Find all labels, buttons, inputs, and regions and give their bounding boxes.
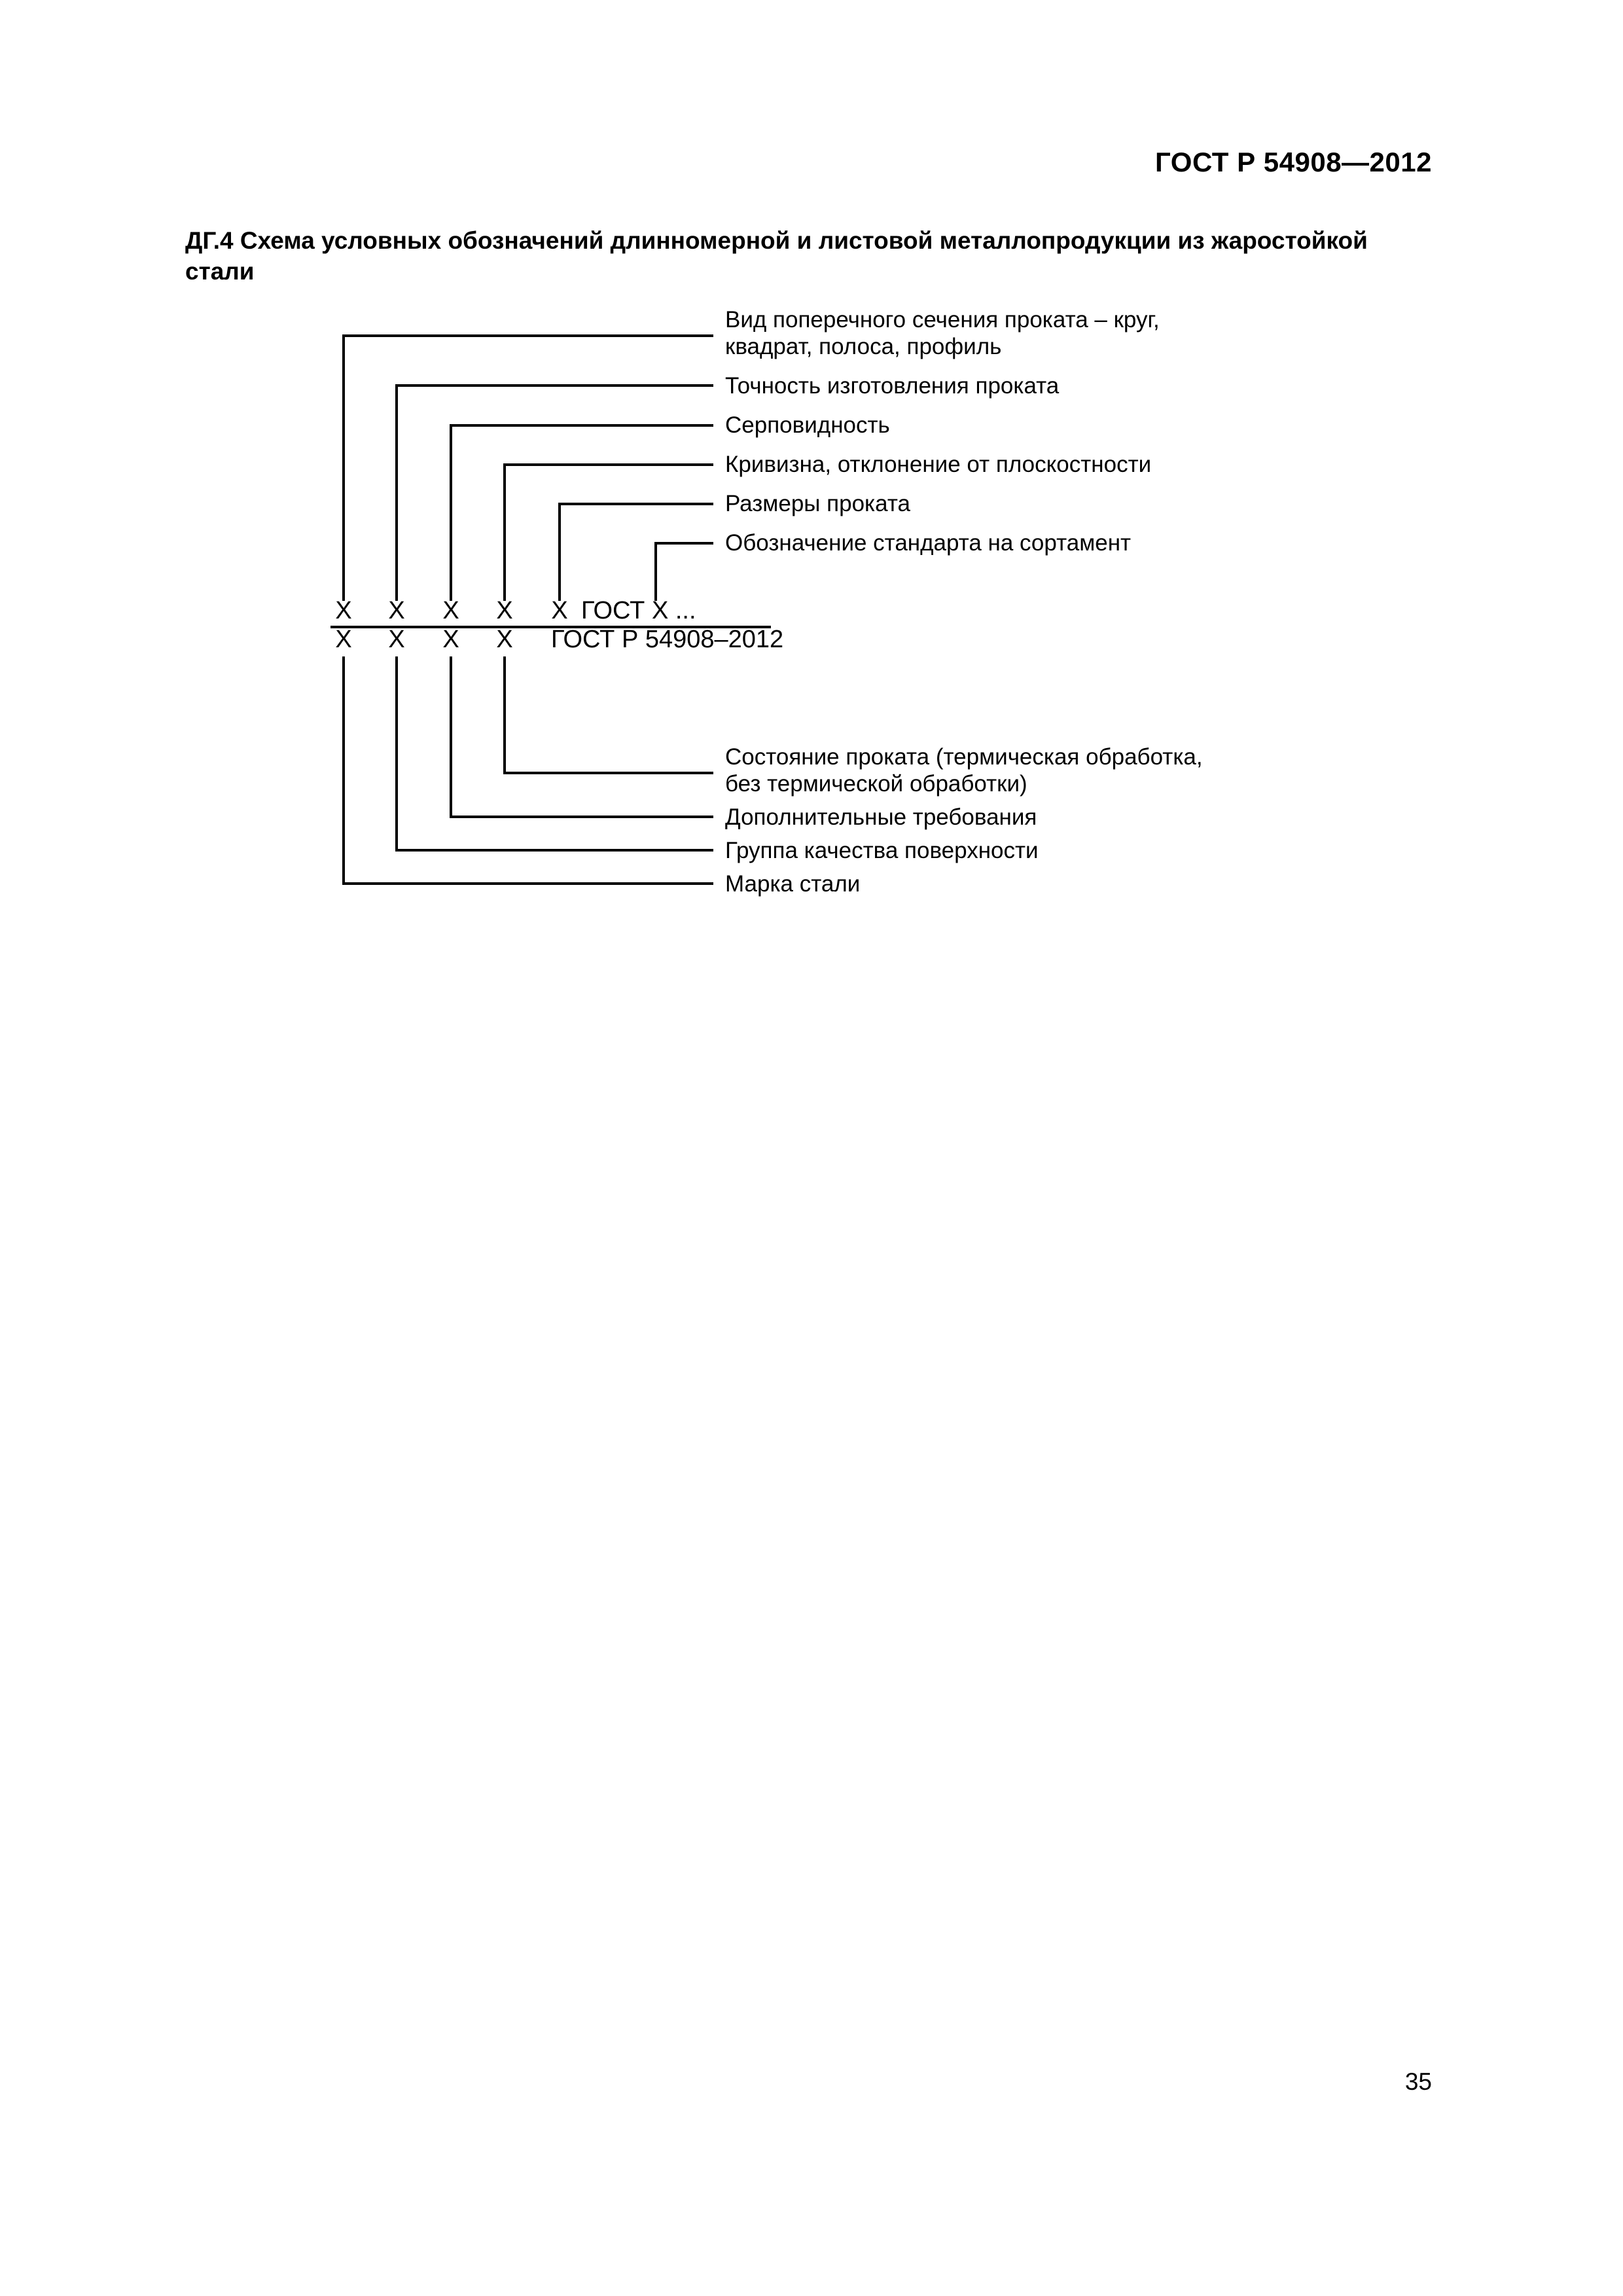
label-camber: Серповидность	[725, 412, 890, 438]
leader-additional	[451, 656, 713, 817]
denominator-mark: Х	[496, 626, 513, 653]
label-additional-requirements: Дополнительные требования	[725, 804, 1037, 830]
label-assortment-standard: Обозначение стандарта на сортамент	[725, 530, 1132, 556]
label-dimensions: Размеры проката	[725, 491, 910, 516]
numerator-mark: Х	[388, 597, 405, 624]
page-number: 35	[1404, 2068, 1432, 2095]
leader-cross-section	[344, 336, 713, 601]
leader-assortment-standard	[656, 543, 713, 601]
leader-dimensions	[560, 504, 713, 601]
leader-camber	[451, 425, 713, 601]
figure-caption: ДГ.4 Схема условных обозначений длинномерной и листовой металлопродукции из жаростойкой стали	[185, 227, 1368, 285]
leader-precision	[397, 386, 713, 601]
numerator-mark: Х	[496, 597, 513, 624]
label-steel-grade: Марка стали	[725, 871, 861, 897]
numerator-standard: ГОСТ Х ...	[581, 597, 696, 624]
denominator-mark: Х	[442, 626, 459, 653]
document-header: ГОСТ Р 54908—2012	[1155, 147, 1432, 177]
label-precision: Точность изготовления проката	[725, 373, 1060, 399]
label-surface-quality-group: Группа качества поверхности	[725, 838, 1039, 863]
numerator-mark: Х	[335, 597, 352, 624]
denominator-mark: Х	[335, 626, 352, 653]
label-cross-section: Вид поперечного сечения проката – круг, квадрат, полоса, профиль	[725, 307, 1160, 359]
denominator-standard: ГОСТ Р 54908–2012	[551, 626, 784, 653]
label-condition: Состояние проката (термическая обработка, без термической обработки)	[725, 744, 1203, 797]
leader-condition	[505, 656, 713, 773]
leader-surface-group	[397, 656, 713, 850]
leader-curvature	[505, 465, 713, 601]
denominator-mark: Х	[388, 626, 405, 653]
numerator-mark: Х	[551, 597, 568, 624]
label-curvature: Кривизна, отклонение от плоскостности	[725, 452, 1152, 477]
numerator-mark: Х	[442, 597, 459, 624]
